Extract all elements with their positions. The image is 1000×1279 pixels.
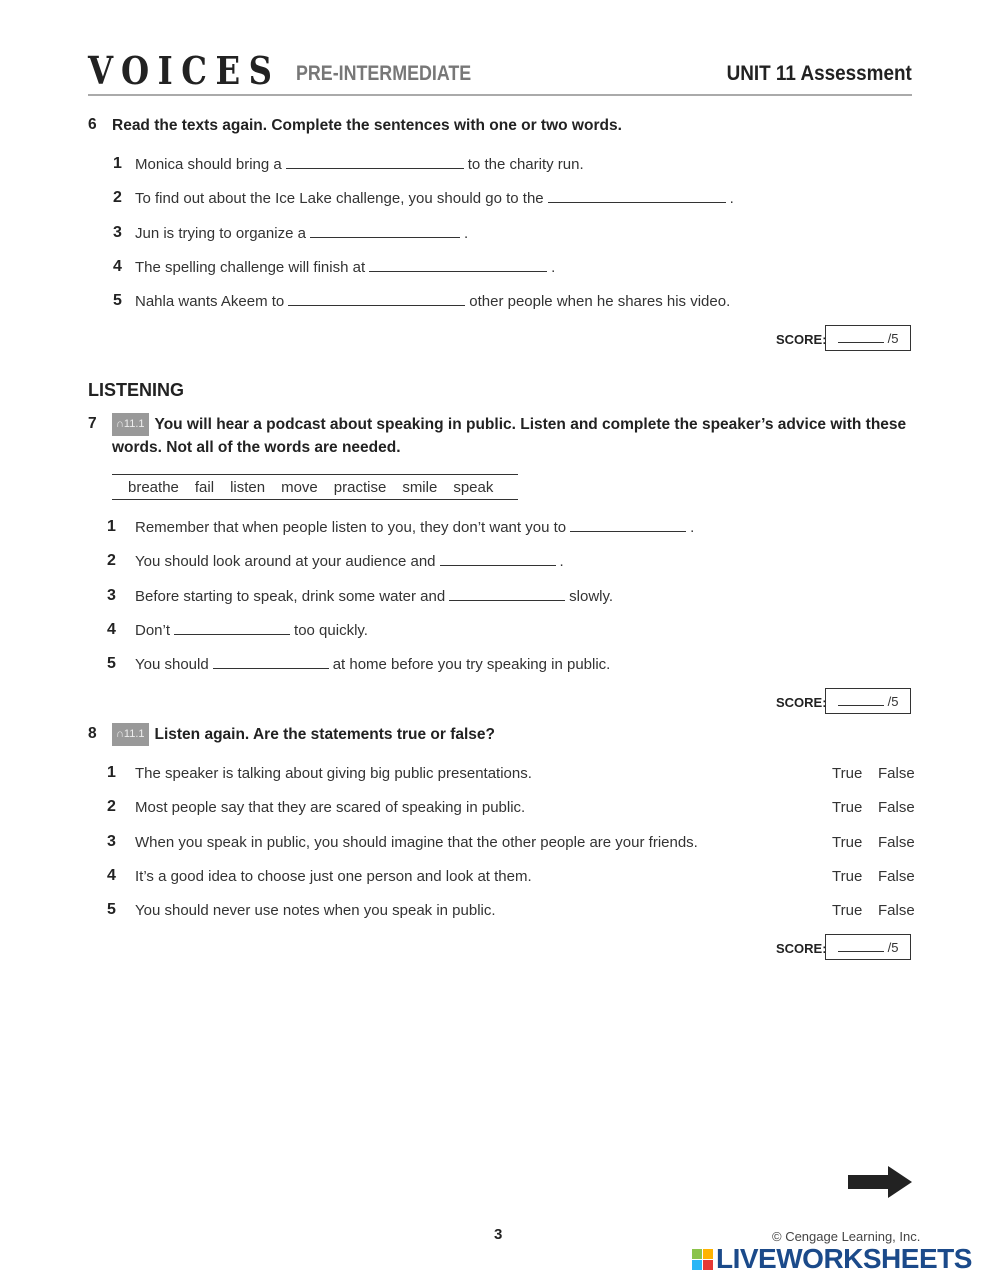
- true-option[interactable]: True: [832, 799, 863, 817]
- q7-score-box[interactable]: [825, 688, 911, 714]
- item-number: 4: [113, 257, 122, 275]
- item-number: 2: [107, 798, 116, 816]
- sentence-row: [135, 519, 694, 536]
- item-number: 3: [113, 223, 122, 241]
- page-number: 3: [494, 1226, 503, 1243]
- answer-blank[interactable]: [213, 656, 329, 669]
- voices-logo: VOICES: [88, 48, 281, 93]
- false-option[interactable]: False: [878, 833, 915, 851]
- sentence-end: slowly.: [569, 587, 614, 605]
- false-option[interactable]: False: [878, 799, 915, 817]
- sentence-end: other people when he shares his video.: [469, 293, 731, 311]
- q6-instruction: Read the texts again. Complete the sentences with one or two words.: [112, 117, 622, 134]
- answer-blank[interactable]: [310, 225, 460, 238]
- sentence-start: Don’t: [135, 621, 171, 639]
- sentence-end: .: [463, 224, 469, 242]
- item-number: 1: [113, 155, 122, 172]
- copyright: © Cengage Learning, Inc.: [772, 1229, 921, 1244]
- sentence-start: Nahla wants Akeem to: [135, 293, 285, 311]
- item-number: 1: [107, 764, 116, 781]
- sentence-end: .: [690, 519, 695, 536]
- statement: It’s a good idea to choose just one person and look at them.: [135, 867, 532, 885]
- answer-blank[interactable]: [174, 622, 290, 635]
- statement: When you speak in public, you should imagine that the other people are your friends.: [135, 833, 698, 851]
- sentence-row: [135, 553, 564, 570]
- liveworksheets-logo: [692, 1243, 972, 1275]
- item-number: 2: [113, 189, 122, 207]
- q7-score-label: SCORE:: [776, 695, 827, 710]
- next-arrow-icon[interactable]: [848, 1166, 912, 1198]
- score-total: /5: [887, 693, 899, 709]
- sentence-end: .: [559, 553, 564, 571]
- word-box: [112, 474, 518, 500]
- q8-score-label: SCORE:: [776, 941, 827, 956]
- item-number: 2: [107, 552, 116, 570]
- sentence-end: too quickly.: [294, 621, 368, 639]
- item-number: 5: [107, 655, 116, 673]
- answer-blank[interactable]: [440, 553, 556, 566]
- item-number: 5: [113, 292, 122, 310]
- score-total: /5: [887, 330, 899, 346]
- sentence-row: [135, 259, 555, 276]
- word-option: move: [281, 479, 318, 496]
- answer-blank[interactable]: [570, 519, 686, 532]
- answer-blank[interactable]: [286, 156, 464, 169]
- false-option[interactable]: False: [878, 765, 915, 782]
- word-option: listen: [230, 479, 266, 496]
- level-label: PRE-INTERMEDIATE: [296, 62, 472, 85]
- sentence-row: [135, 622, 368, 639]
- true-option[interactable]: True: [832, 902, 863, 920]
- q7-instruction: ∩11.1 You will hear a podcast about speaking in public. Listen and complete the speaker’s advice with these words. Not all of the words are needed.: [112, 413, 912, 459]
- item-number: 4: [107, 620, 116, 638]
- brand-text: LIVEWORKSHEETS: [716, 1243, 972, 1274]
- sentence-start: Jun is trying to organize a: [135, 224, 306, 242]
- word-option: smile: [402, 479, 438, 496]
- answer-blank[interactable]: [449, 588, 565, 601]
- answer-blank[interactable]: [548, 190, 726, 203]
- q8-instruction: ∩11.1 Listen again. Are the statements true or false?: [112, 723, 912, 746]
- word-option: speak: [453, 479, 494, 496]
- score-total: /5: [887, 939, 899, 955]
- sentence-start: The spelling challenge will finish at: [135, 258, 366, 276]
- q7-number: 7: [88, 415, 97, 432]
- word-option: fail: [194, 479, 215, 496]
- statement: Most people say that they are scared of speaking in public.: [135, 799, 526, 817]
- header-divider: [88, 94, 912, 96]
- statement: You should never use notes when you speak in public.: [135, 902, 496, 920]
- item-number: 1: [107, 518, 116, 535]
- sentence-end: .: [729, 190, 734, 208]
- item-number: 4: [107, 866, 116, 884]
- sentence-end: at home before you try speaking in public.: [332, 656, 611, 674]
- q8-score-box[interactable]: [825, 934, 911, 960]
- word-option: practise: [333, 479, 387, 496]
- false-option[interactable]: False: [878, 867, 915, 885]
- sentence-row: [135, 656, 610, 673]
- true-option[interactable]: True: [832, 867, 863, 885]
- item-number: 5: [107, 901, 116, 919]
- answer-blank[interactable]: [369, 259, 547, 272]
- sentence-end: to the charity run.: [467, 156, 584, 173]
- item-number: 3: [107, 832, 116, 850]
- sentence-start: You should: [135, 656, 209, 674]
- true-option[interactable]: True: [832, 833, 863, 851]
- sentence-start: You should look around at your audience and: [135, 553, 436, 571]
- audio-track-icon[interactable]: ∩11.1: [112, 413, 149, 436]
- sentence-row: [135, 293, 730, 310]
- sentence-row: [135, 190, 734, 207]
- sentence-end: .: [551, 258, 556, 276]
- unit-title: UNIT 11 Assessment: [726, 62, 912, 85]
- word-option: breathe: [128, 479, 179, 496]
- logo-tiles-icon: [692, 1249, 713, 1270]
- section-heading: LISTENING: [88, 380, 185, 400]
- sentence-start: Before starting to speak, drink some water and: [135, 587, 446, 605]
- item-number: 3: [107, 586, 116, 604]
- sentence-start: Remember that when people listen to you, they don’t want you to: [135, 519, 567, 536]
- answer-blank[interactable]: [288, 293, 465, 306]
- q8-number: 8: [88, 725, 97, 742]
- false-option[interactable]: False: [878, 902, 915, 920]
- q6-score-label: SCORE:: [776, 332, 827, 347]
- true-option[interactable]: True: [832, 765, 863, 782]
- sentence-row: [135, 156, 584, 173]
- statement: The speaker is talking about giving big public presentations.: [135, 765, 532, 782]
- q6-number: 6: [88, 116, 97, 133]
- q6-score-box[interactable]: [825, 325, 911, 351]
- sentence-row: [135, 588, 613, 605]
- sentence-start: To find out about the Ice Lake challenge, you should go to the: [135, 190, 544, 208]
- sentence-start: Monica should bring a: [135, 156, 282, 173]
- audio-track-icon[interactable]: ∩11.1: [112, 723, 149, 746]
- sentence-row: [135, 225, 468, 242]
